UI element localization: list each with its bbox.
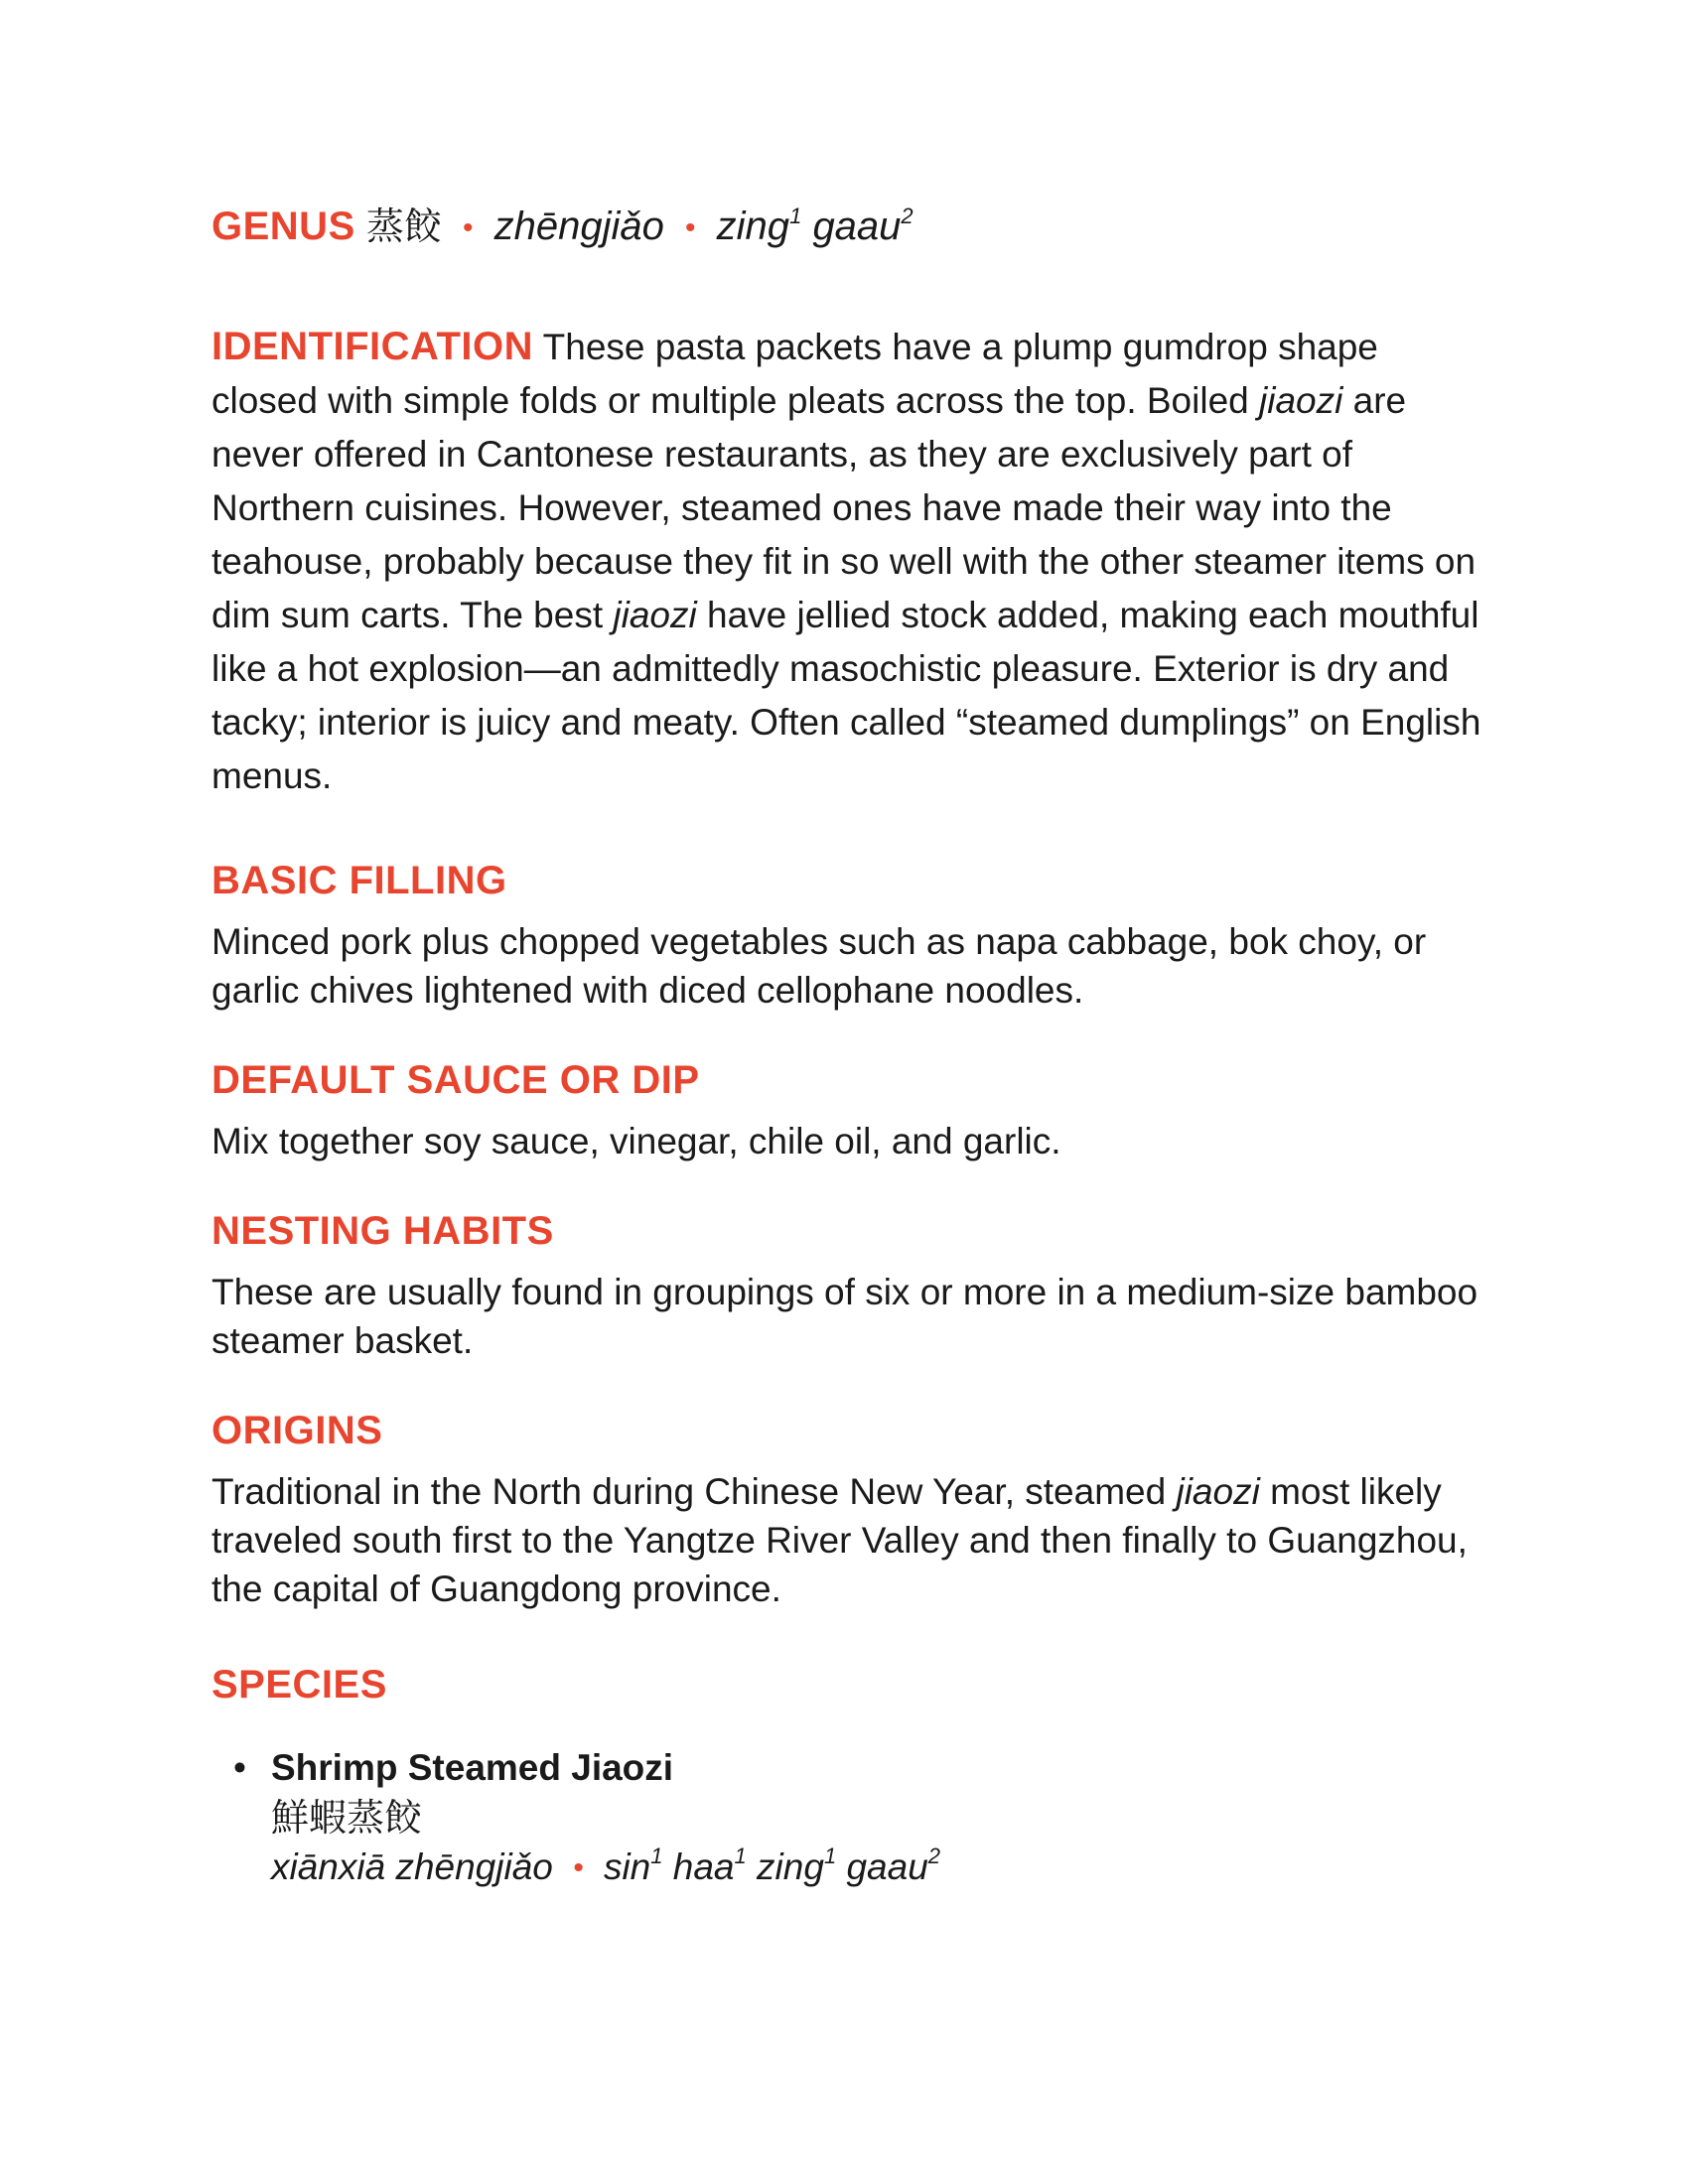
tone-number: 1 [789, 204, 802, 228]
genus-line [211, 199, 1482, 256]
origins-text-italic: jiaozi [1176, 1471, 1260, 1512]
identification-text: are never offered in Cantonese restaurants, as they are exclusively part of Northern cuisines. However, steamed ones have made their way into the teahouse, probably because they fit in so well with the other steamer items on dim sum carts. The best [211, 380, 1477, 635]
species-pinyin: xiānxiā zhēngjiǎo [271, 1846, 553, 1887]
separator-dot: • [573, 1851, 584, 1884]
genus-pinyin: zhēngjiǎo [493, 205, 664, 248]
identification-text-italic: jiaozi [1259, 380, 1343, 421]
origins-heading: ORIGINS [211, 1409, 383, 1452]
separator-dot: • [463, 211, 474, 244]
genus-hanzi: 蒸餃 [365, 205, 442, 248]
jyutping-syllable: gaau [812, 205, 902, 248]
basic-filling-text: Minced pork plus chopped vegetables such as napa cabbage, bok choy, or garlic chives lightened with diced cellophane noodles. [211, 921, 1427, 1011]
default-sauce-text: Mix together soy sauce, vinegar, chile oil, and garlic. [211, 1121, 1061, 1161]
identification-text-italic: jiaozi [613, 595, 697, 635]
jyutping-syllable: zing [716, 205, 790, 248]
identification-text: These pasta packets have a plump gumdrop shape closed with simple folds or multiple pleats across the top. Boiled [211, 327, 1378, 421]
origins-text [211, 1467, 1482, 1613]
identification-paragraph [211, 320, 1482, 803]
nesting-habits-heading: NESTING HABITS [211, 1209, 554, 1253]
tone-number: 1 [650, 1843, 663, 1868]
basic-filling-heading: BASIC FILLING [211, 859, 507, 902]
origins-text-part: most likely traveled south first to the Yangtze River Valley and then finally to Guangzhou, the capital of Guangdong province. [211, 1471, 1468, 1609]
list-item [233, 1743, 1482, 1893]
identification-label: IDENTIFICATION [211, 325, 534, 368]
nesting-habits-text: These are usually found in groupings of six or more in a medium-size bamboo steamer basket. [211, 1272, 1478, 1361]
jyutping-syllable: gaau [846, 1846, 928, 1887]
origins-section [211, 1409, 1482, 1613]
separator-dot: • [685, 211, 696, 244]
genus-label: GENUS [211, 205, 355, 248]
tone-number: 1 [823, 1843, 837, 1868]
tone-number: 1 [734, 1843, 747, 1868]
document-page [211, 199, 1482, 1893]
tone-number: 2 [901, 204, 914, 228]
genus-jyutping [717, 205, 914, 248]
species-hanzi: 鮮蝦蒸餃 [271, 1796, 423, 1840]
identification-text: have jellied stock added, making each mouthful like a hot explosion—an admittedly masochistic pleasure. Exterior is dry and tacky; interior is juicy and meaty. Often called “steamed dumplings” on English menus. [211, 595, 1481, 796]
jyutping-syllable: sin [603, 1846, 651, 1887]
basic-filling-section [211, 859, 1482, 1015]
origins-text-part: Traditional in the North during Chinese New Year, steamed [211, 1471, 1177, 1512]
species-name: Shrimp Steamed Jiaozi [271, 1747, 674, 1788]
default-sauce-section [211, 1058, 1482, 1165]
species-list [211, 1743, 1482, 1893]
default-sauce-heading: DEFAULT SAUCE OR DIP [211, 1058, 700, 1102]
species-heading: SPECIES [211, 1663, 387, 1706]
jyutping-syllable: zing [757, 1846, 824, 1887]
species-section [211, 1663, 1482, 1893]
jyutping-syllable: haa [672, 1846, 735, 1887]
nesting-habits-section [211, 1209, 1482, 1365]
bullet-icon: • [233, 1747, 246, 1788]
species-romanization [271, 1843, 1482, 1893]
tone-number: 2 [927, 1843, 941, 1868]
